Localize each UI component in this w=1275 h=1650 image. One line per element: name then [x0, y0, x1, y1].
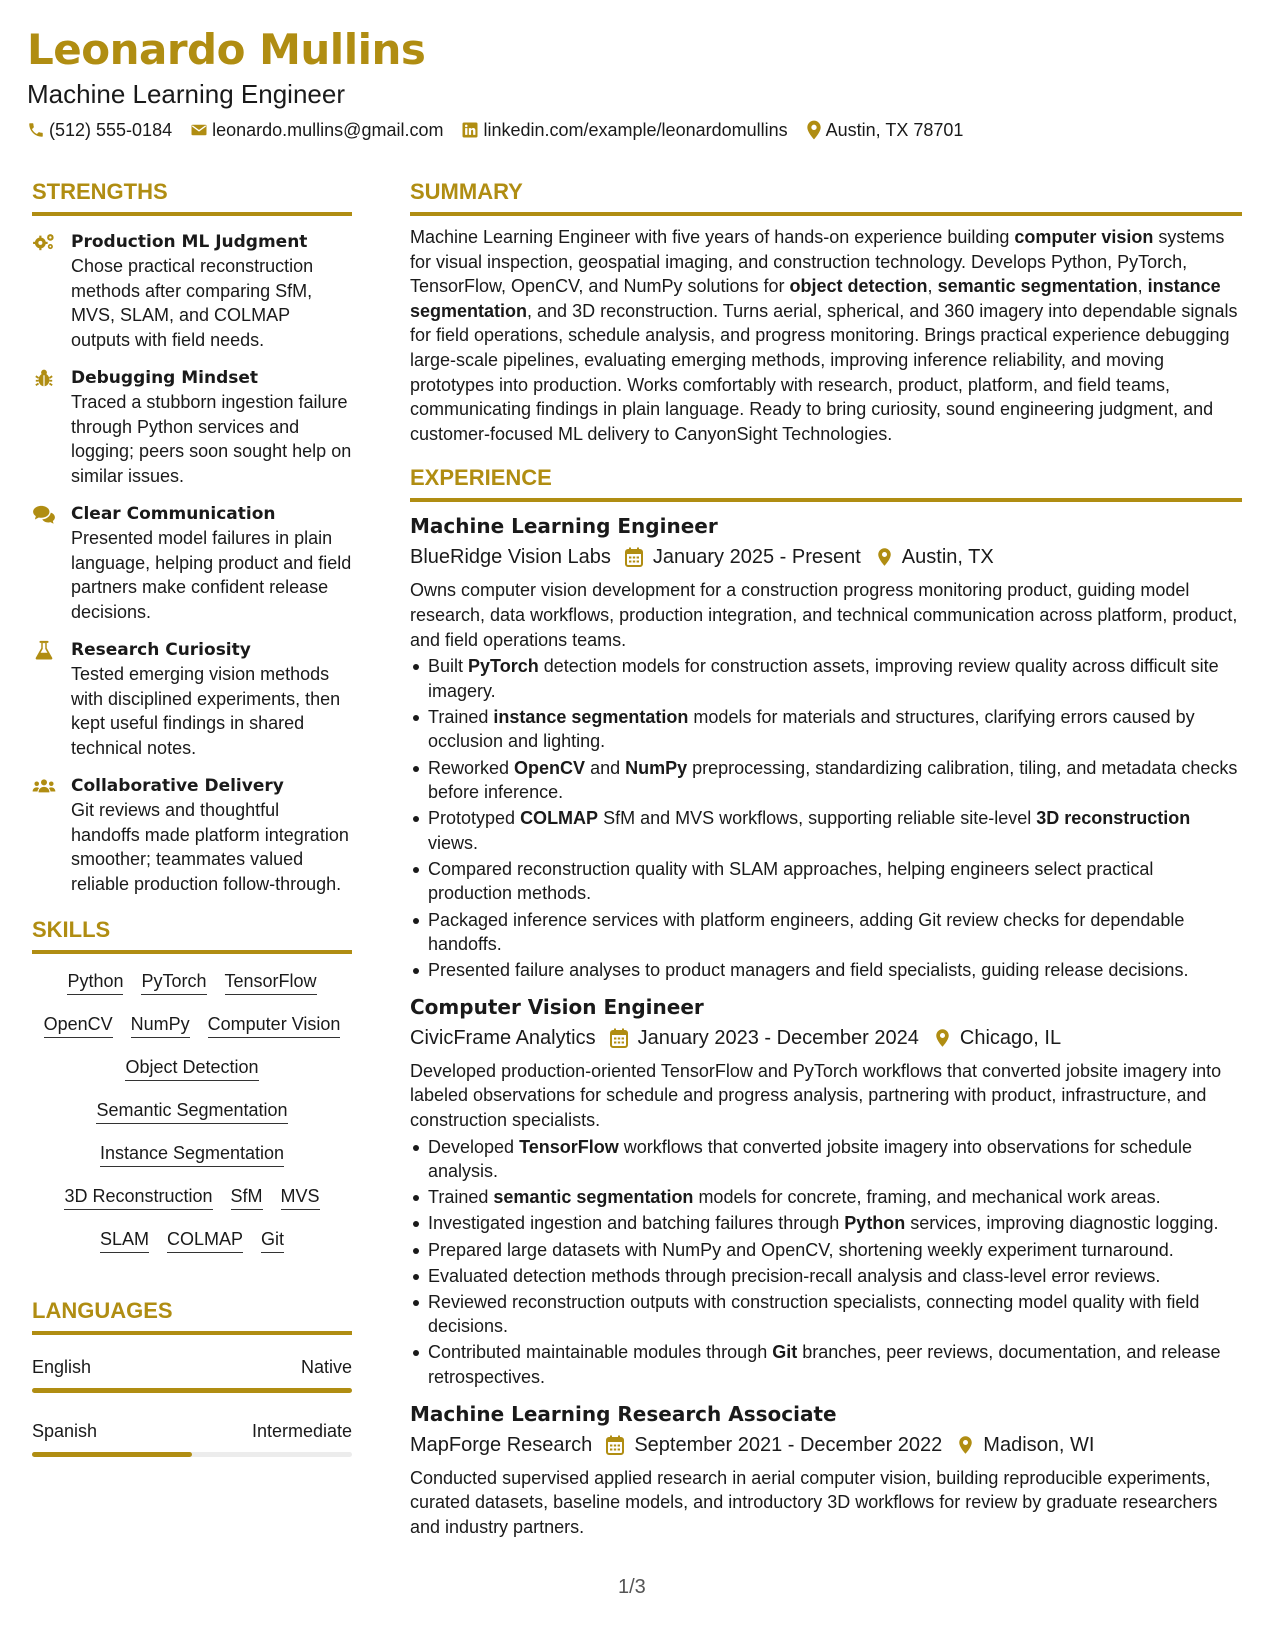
phone-text: (512) 555-0184 [49, 120, 173, 140]
job-dates: January 2023 - December 2024 [637, 1026, 919, 1049]
text-run: , and 3D reconstruction. Turns aerial, spherical, and 360 imagery into dependable signals for field operations, schedule analysis, and progress monitoring. Brings practical experience debugging large-scale pipelines, evaluating emerging methods, improving inference reliability, and moving prototypes into production. Works comfortably with research, product, platform, and field teams, communicating findings in plain language. Ready to bring curiosity, sound engineering judgment, and customer-focused ML delivery to CanyonSight Technologies. [410, 300, 1238, 444]
candidate-title: Machine Learning Engineer [27, 79, 345, 109]
achievement-item [410, 1290, 1242, 1339]
map-pin-icon [877, 547, 892, 567]
candidate-name: Leonardo Mullins [27, 25, 426, 74]
contact-linkedin[interactable] [461, 118, 787, 142]
proficiency-bar [32, 1388, 352, 1393]
job-entry [410, 993, 1242, 1390]
emphasis-text: object detection [789, 276, 928, 297]
skill-tag: Python [67, 968, 123, 995]
emphasis-text: instance segmentation [410, 276, 1221, 321]
emphasis-text: PyTorch [468, 656, 539, 677]
strength-title: Collaborative Delivery [71, 776, 284, 796]
text-run: Evaluated detection methods through precision-recall analysis and class-level error reviews. [428, 1265, 1161, 1286]
company-name: MapForge Research [410, 1433, 593, 1456]
proficiency-fill [32, 1388, 352, 1393]
languages-heading: LANGUAGES [32, 1298, 173, 1323]
strength-description: Tested emerging vision methods with disciplined experiments, then kept useful findings in shared technical notes. [71, 664, 341, 758]
job-entry [410, 1400, 1242, 1540]
section-divider [410, 498, 1242, 502]
achievement-item [410, 1238, 1242, 1263]
contact-bar [27, 118, 1248, 142]
skills-heading: SKILLS [32, 917, 111, 942]
skill-tag: Instance Segmentation [100, 1140, 284, 1167]
emphasis-text: OpenCV [514, 757, 586, 778]
summary-text [410, 225, 1242, 446]
skill-tag: Semantic Segmentation [96, 1097, 287, 1124]
linkedin-icon [461, 121, 479, 139]
skills-list [32, 968, 352, 1253]
job-location: Chicago, IL [959, 1026, 1062, 1049]
map-pin-icon [958, 1435, 973, 1455]
achievement-item [410, 1185, 1242, 1210]
achievement-item [410, 705, 1242, 754]
people-group-icon [32, 776, 56, 796]
job-description: Conducted supervised applied research in aerial computer vision, building reproducible experiments, curated datasets, baseline models, and introductory 3D workflows for review by graduate researchers and industry partners. [410, 1467, 1218, 1537]
text-run: preprocessing, standardizing calibration, tiling, and metadata checks before inference. [428, 757, 1238, 803]
strength-item [32, 774, 352, 896]
text-run: Prototyped [428, 808, 521, 829]
job-location: Austin, TX [901, 546, 994, 569]
emphasis-text: Python [844, 1213, 906, 1234]
text-run: Prepared large datasets with NumPy and OpenCV, shortening weekly experiment turnaround. [428, 1239, 1174, 1260]
map-pin-icon [806, 120, 822, 140]
skill-tag: PyTorch [141, 968, 206, 995]
skill-tag: NumPy [131, 1011, 190, 1038]
map-pin-icon [935, 1028, 950, 1048]
emphasis-text: Git [772, 1342, 798, 1363]
skill-tag: OpenCV [44, 1011, 113, 1038]
text-run: systems for visual inspection, geospatial imaging, and construction technology. Develops Python, PyTorch, TensorFlow, OpenCV, and NumPy solutions for [410, 227, 1225, 297]
section-divider [410, 212, 1242, 216]
experience-section [410, 464, 1242, 1539]
job-description: Owns computer vision development for a construction progress monitoring product, guiding model research, data workflows, production integration, and technical communication across platform, product, and field operations teams. [410, 580, 1238, 650]
text-run: Trained [428, 706, 494, 727]
summary-section [410, 178, 1242, 446]
job-description: Developed production-oriented TensorFlow and PyTorch workflows that converted jobsite imagery into labeled observations for schedule and progress analysis, partnering with product, infrastructure, and construction specialists. [410, 1060, 1222, 1131]
calendar-icon [606, 1435, 624, 1455]
achievement-item [410, 1211, 1242, 1236]
strength-item [32, 230, 352, 352]
strength-description: Presented model failures in plain language, helping product and field partners make confident release decisions. [71, 528, 352, 622]
contact-phone[interactable] [27, 118, 172, 142]
strength-title: Clear Communication [71, 504, 276, 524]
linkedin-text: linkedin.com/example/leonardomullins [483, 120, 788, 140]
languages-section [32, 1297, 352, 1457]
strengths-heading: STRENGTHS [32, 179, 168, 204]
job-meta [410, 542, 1242, 572]
skill-tag: SLAM [100, 1226, 149, 1253]
language-item [32, 1419, 352, 1457]
text-run: detection models for construction assets, improving review quality across difficult site imagery. [428, 656, 1219, 701]
achievement-list [410, 654, 1242, 983]
proficiency-bar [32, 1452, 352, 1457]
language-name: Spanish [32, 1421, 98, 1441]
text-run: Compared reconstruction quality with SLAM approaches, helping engineers select practical production methods. [428, 858, 1154, 904]
skill-tag: SfM [231, 1183, 263, 1210]
skill-tag: TensorFlow [225, 968, 317, 995]
skills-section [32, 916, 352, 1253]
achievement-item [410, 1264, 1242, 1289]
achievement-item [410, 1340, 1242, 1389]
strength-description: Git reviews and thoughtful handoffs made platform integration smoother; teammates valued reliable production follow-through. [71, 800, 349, 894]
left-column [32, 178, 352, 1457]
skill-row [32, 968, 352, 995]
language-level: Native [300, 1357, 352, 1377]
emphasis-text: semantic segmentation [937, 276, 1138, 297]
calendar-icon [610, 1028, 628, 1048]
skill-row [32, 1054, 352, 1081]
gears-icon [32, 232, 56, 252]
text-run: , [927, 276, 938, 297]
strength-title: Research Curiosity [71, 640, 251, 660]
bug-icon [32, 368, 56, 388]
skill-row [32, 1183, 352, 1210]
text-run: services, improving diagnostic logging. [905, 1213, 1219, 1234]
skill-tag: COLMAP [167, 1226, 243, 1253]
summary-heading: SUMMARY [410, 179, 523, 204]
emphasis-text: COLMAP [520, 808, 599, 829]
calendar-icon [625, 547, 643, 567]
text-run: , [1137, 276, 1148, 297]
job-dates: January 2025 - Present [652, 546, 861, 569]
resume-header [27, 22, 1248, 142]
job-meta [410, 1430, 1242, 1460]
skill-tag: Computer Vision [208, 1011, 341, 1038]
achievement-list [410, 1135, 1242, 1390]
strength-title: Debugging Mindset [71, 368, 259, 388]
job-entry [410, 512, 1242, 983]
skill-tag: 3D Reconstruction [64, 1183, 212, 1210]
emphasis-text: instance segmentation [493, 706, 689, 727]
emphasis-text: TensorFlow [519, 1136, 619, 1157]
envelope-icon [190, 121, 208, 139]
skill-row [32, 1226, 352, 1253]
skill-tag: MVS [281, 1183, 320, 1210]
strength-description: Chose practical reconstruction methods after comparing SfM, MVS, SLAM, and COLMAP outputs with field needs. [71, 256, 314, 350]
achievement-item [410, 756, 1242, 805]
email-text: leonardo.mullins@gmail.com [212, 120, 444, 140]
text-run: SfM and MVS workflows, supporting reliable site-level [598, 808, 1037, 829]
proficiency-fill [32, 1452, 192, 1457]
skill-tag: Git [261, 1226, 284, 1253]
skill-row [32, 1011, 352, 1038]
section-divider [32, 212, 352, 216]
strength-description: Traced a stubborn ingestion failure through Python services and logging; peers soon sought help on similar issues. [71, 392, 352, 486]
company-name: BlueRidge Vision Labs [410, 546, 611, 569]
job-list [410, 512, 1242, 1539]
achievement-item [410, 857, 1242, 906]
text-run: Contributed maintainable modules through [428, 1342, 773, 1363]
language-item [32, 1355, 352, 1393]
text-run: branches, peer reviews, documentation, and release retrospectives. [428, 1342, 1221, 1387]
achievement-item [410, 908, 1242, 957]
strength-item [32, 366, 352, 488]
chat-bubbles-icon [32, 504, 56, 524]
contact-location [806, 118, 964, 142]
text-run: Built [428, 656, 469, 677]
emphasis-text: NumPy [625, 757, 688, 778]
company-name: CivicFrame Analytics [410, 1026, 596, 1049]
achievement-item [410, 654, 1242, 703]
text-run: Presented failure analyses to product managers and field specialists, guiding release decisions. [428, 960, 1189, 981]
achievement-item [410, 958, 1242, 983]
job-role: Machine Learning Engineer [410, 514, 718, 539]
skill-tag: Object Detection [125, 1054, 258, 1081]
language-level: Intermediate [251, 1421, 352, 1441]
text-run: Reviewed reconstruction outputs with construction specialists, connecting model quality with field decisions. [428, 1291, 1200, 1337]
text-run: Investigated ingestion and batching failures through [428, 1213, 845, 1234]
emphasis-text: computer vision [1014, 227, 1154, 247]
strength-item [32, 502, 352, 624]
page-number: 1/3 [618, 1576, 646, 1598]
text-run: models for concrete, framing, and mechanical work areas. [693, 1187, 1161, 1208]
strength-title: Production ML Judgment [71, 232, 308, 252]
job-location: Madison, WI [983, 1433, 1095, 1456]
flask-icon [32, 640, 56, 660]
skill-row [32, 1140, 352, 1167]
text-run: Reworked [428, 757, 515, 778]
phone-icon [27, 121, 45, 139]
experience-heading: EXPERIENCE [410, 465, 552, 491]
right-column [410, 178, 1242, 1539]
section-divider [32, 950, 352, 954]
achievement-item [410, 1135, 1242, 1184]
strengths-section [32, 178, 352, 896]
text-run: workflows that converted jobsite imagery into observations for schedule analysis. [428, 1136, 1193, 1182]
text-run: Packaged inference services with platform engineers, adding Git review checks for dependable handoffs. [428, 909, 1185, 955]
emphasis-text: 3D reconstruction [1036, 808, 1191, 829]
contact-email[interactable] [190, 118, 443, 142]
text-run: views. [428, 832, 479, 853]
job-dates: September 2021 - December 2022 [634, 1433, 943, 1456]
achievement-item [410, 806, 1242, 855]
strength-item [32, 638, 352, 760]
location-text: Austin, TX 78701 [825, 120, 964, 140]
text-run: Trained [428, 1187, 494, 1208]
job-role: Computer Vision Engineer [410, 994, 704, 1019]
job-meta [410, 1023, 1242, 1053]
text-run: Machine Learning Engineer with five years of hands-on experience building [410, 227, 1015, 247]
text-run: Developed [428, 1136, 520, 1157]
text-run: and [585, 757, 626, 778]
emphasis-text: semantic segmentation [493, 1187, 694, 1208]
skill-row [32, 1097, 352, 1124]
section-divider [32, 1331, 352, 1335]
job-role: Machine Learning Research Associate [410, 1401, 837, 1426]
language-name: English [32, 1357, 92, 1377]
text-run: models for materials and structures, clarifying errors caused by occlusion and lighting. [428, 706, 1195, 752]
